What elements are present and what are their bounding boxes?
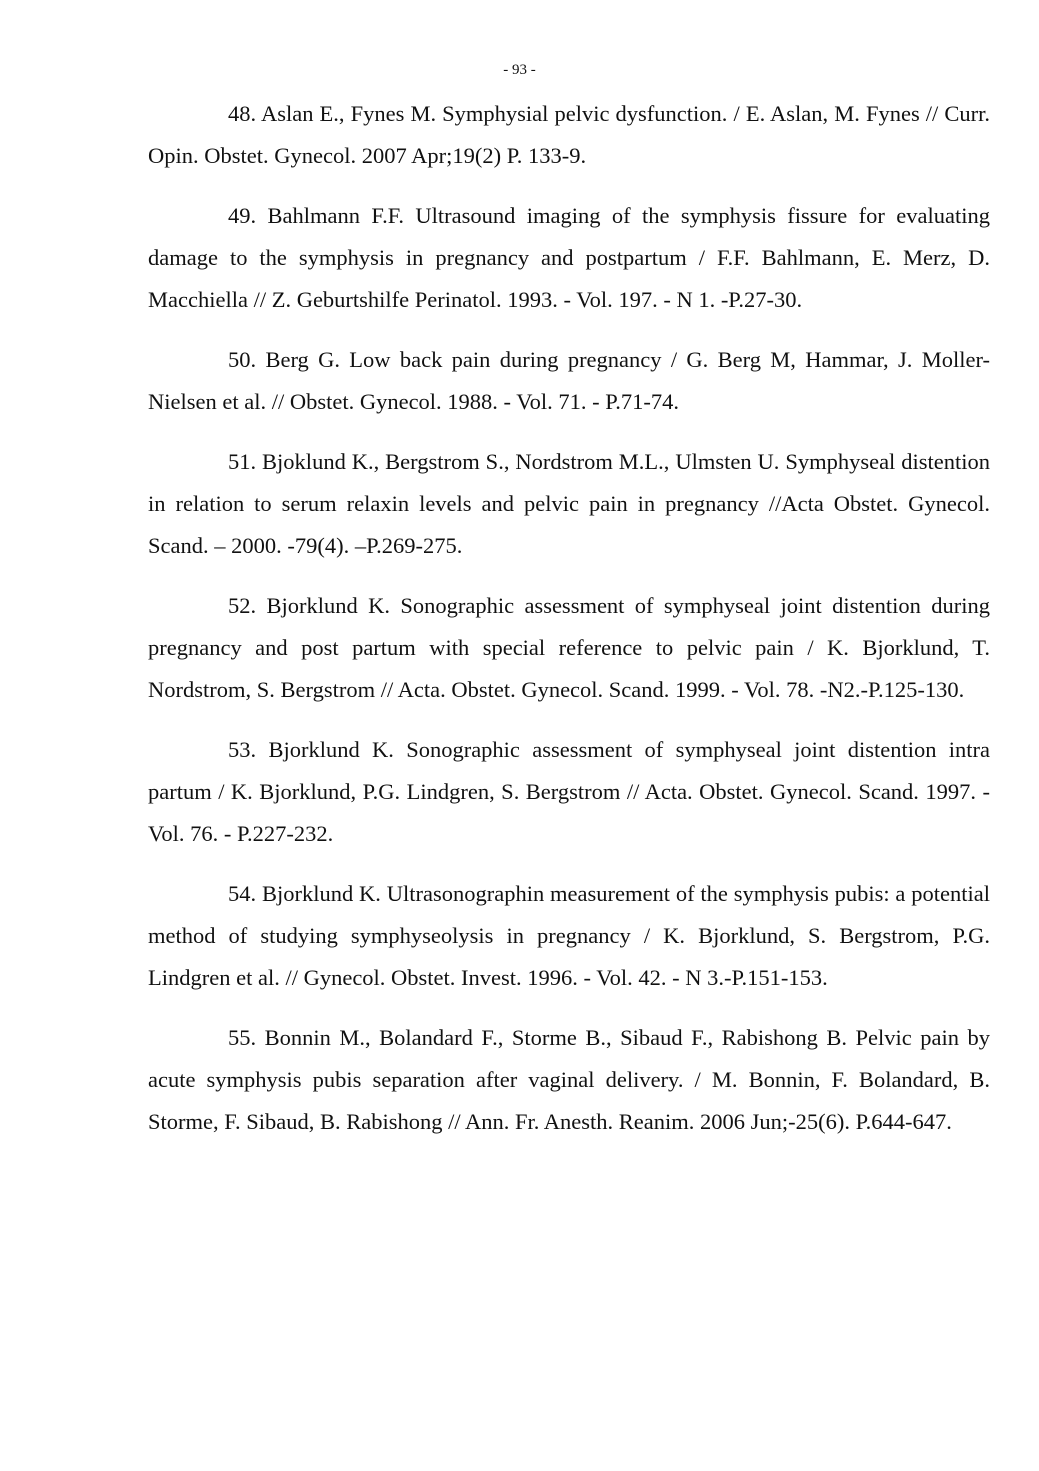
reference-entry: 53. Bjorklund K. Sonographic assessment of symphyseal joint distention intra partum / K. Bjorklund, P.G. Lindgren, S. Bergstrom // Acta. Obstet. Gynecol. Scand. 1997. - Vol. 76. - P.227-232. [148, 737, 990, 846]
reference-entry: 50. Berg G. Low back pain during pregnancy / G. Berg M, Hammar, J. Moller-Nielsen et al. // Obstet. Gynecol. 1988. - Vol. 71. - P.71-74. [148, 347, 990, 414]
reference-entry: 48. Aslan E., Fynes M. Symphysial pelvic dysfunction. / E. Aslan, M. Fynes // Curr. Opin. Obstet. Gynecol. 2007 Apr;19(2) P. 133-9. [148, 101, 990, 168]
reference-entry: 54. Bjorklund K. Ultrasonographin measurement of the symphysis pubis: a potential method of studying symphyseolysis in pregnancy / K. Bjorklund, S. Bergstrom, P.G. Lindgren et al. // Gynecol. Obstet. Invest. 1996. - Vol. 42. - N 3.-P.151-153. [148, 881, 990, 990]
page-number: - 93 - [503, 62, 536, 78]
reference-entry: 52. Bjorklund K. Sonographic assessment of symphyseal joint distention during pregnancy and post partum with special reference to pelvic pain / K. Bjorklund, T. Nordstrom, S. Bergstrom // Acta. Obstet. Gynecol. Scand. 1999. - Vol. 78. -N2.-P.125-130. [148, 593, 990, 702]
reference-entry: 49. Bahlmann F.F. Ultrasound imaging of the symphysis fissure for evaluating damage to the symphysis in pregnancy and postpartum / F.F. Bahlmann, E. Merz, D. Macchiella // Z. Geburtshilfe Perinatol. 1993. - Vol. 197. - N 1. -P.27-30. [148, 203, 990, 312]
reference-list [148, 93, 990, 1161]
reference-entry: 51. Bjoklund K., Bergstrom S., Nordstrom M.L., Ulmsten U. Symphyseal distention in relation to serum relaxin levels and pelvic pain in pregnancy //Acta Obstet. Gynecol. Scand. – 2000. -79(4). –P.269-275. [148, 449, 990, 558]
reference-entry: 55. Bonnin M., Bolandard F., Storme B., Sibaud F., Rabishong B. Pelvic pain by acute symphysis pubis separation after vaginal delivery. / M. Bonnin, F. Bolandard, B. Storme, F. Sibaud, B. Rabishong // Ann. Fr. Anesth. Reanim. 2006 Jun;-25(6). P.644-647. [148, 1025, 990, 1134]
